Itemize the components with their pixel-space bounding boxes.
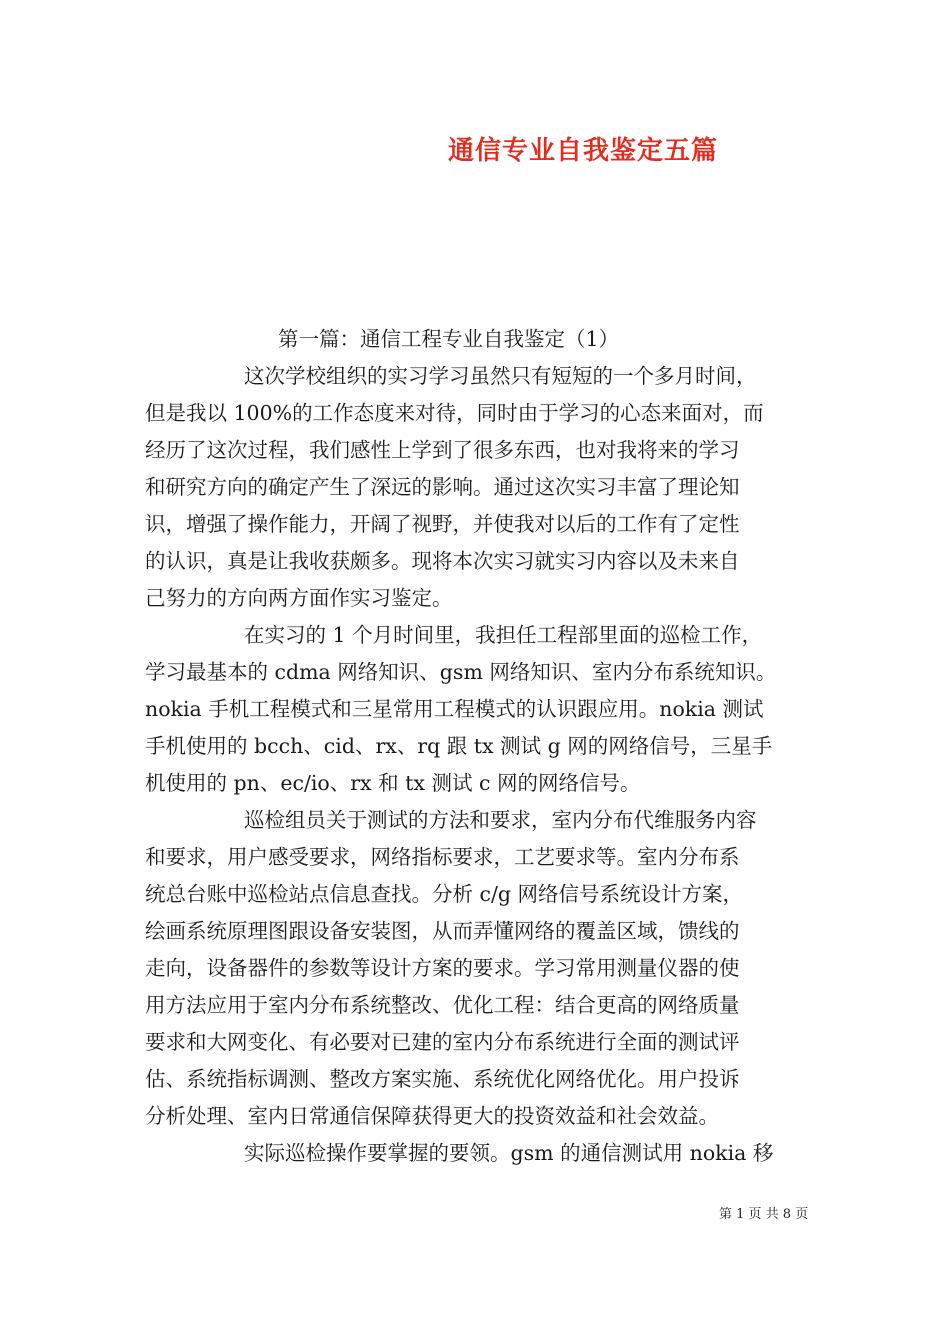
paragraph-line: 在实习的 1 个月时间里，我担任工程部里面的巡检工作，: [244, 623, 763, 647]
paragraph-line: 和研究方向的确定产生了深远的影响。通过这次实习丰富了理论知: [145, 475, 740, 499]
section-heading: 第一篇：通信工程专业自我鉴定（1）: [278, 327, 620, 351]
paragraph-line: 实际巡检操作要掌握的要领。gsm 的通信测试用 nokia 移: [244, 1141, 774, 1165]
paragraph-line: 巡检组员关于测试的方法和要求，室内分布代维服务内容: [244, 808, 757, 832]
paragraph-line: 学习最基本的 cdma 网络知识、gsm 网络知识、室内分布系统知识。: [145, 660, 777, 684]
paragraph-line: 的认识，真是让我收获颇多。现将本次实习就实习内容以及未来自: [145, 549, 740, 573]
paragraph-line: 机使用的 pn、ec/io、rx 和 tx 测试 c 网的网络信号。: [145, 771, 641, 795]
paragraph-line: nokia 手机工程模式和三星常用工程模式的认识跟应用。nokia 测试: [145, 697, 764, 721]
paragraph-line: 但是我以 100%的工作态度来对待，同时由于学习的心态来面对，而: [145, 401, 764, 425]
paragraph-line: 走向，设备器件的参数等设计方案的要求。学习常用测量仪器的使: [145, 956, 740, 980]
paragraph-line: 分析处理、室内日常通信保障获得更大的投资效益和社会效益。: [145, 1104, 719, 1128]
paragraph-line: 统总台账中巡检站点信息查找。分析 c/g 网络信号系统设计方案，: [145, 882, 744, 906]
document-body: [145, 321, 825, 1172]
paragraph-line: 要求和大网变化、有必要对已建的室内分布系统进行全面的测试评: [145, 1030, 740, 1054]
paragraph-line: 绘画系统原理图跟设备安装图，从而弄懂网络的覆盖区域，馈线的: [145, 919, 740, 943]
page-number: 第 1 页 共 8 页: [719, 1207, 809, 1222]
paragraph-line: 手机使用的 bcch、cid、rx、rq 跟 tx 测试 g 网的网络信号，三星手: [145, 734, 773, 758]
document-title: 通信专业自我鉴定五篇: [448, 136, 719, 166]
paragraph-line: 和要求，用户感受要求，网络指标要求，工艺要求等。室内分布系: [145, 845, 740, 869]
paragraph-line: 估、系统指标调测、整改方案实施、系统优化网络优化。用户投诉: [145, 1067, 740, 1091]
paragraph-line: 识，增强了操作能力，开阔了视野，并使我对以后的工作有了定性: [145, 512, 740, 536]
paragraph-line: 用方法应用于室内分布系统整改、优化工程：结合更高的网络质量: [145, 993, 740, 1017]
paragraph-line: 这次学校组织的实习学习虽然只有短短的一个多月时间，: [244, 364, 757, 388]
paragraph-line: 经历了这次过程，我们感性上学到了很多东西，也对我将来的学习: [145, 438, 740, 462]
paragraph-line: 己努力的方向两方面作实习鉴定。: [145, 586, 453, 610]
